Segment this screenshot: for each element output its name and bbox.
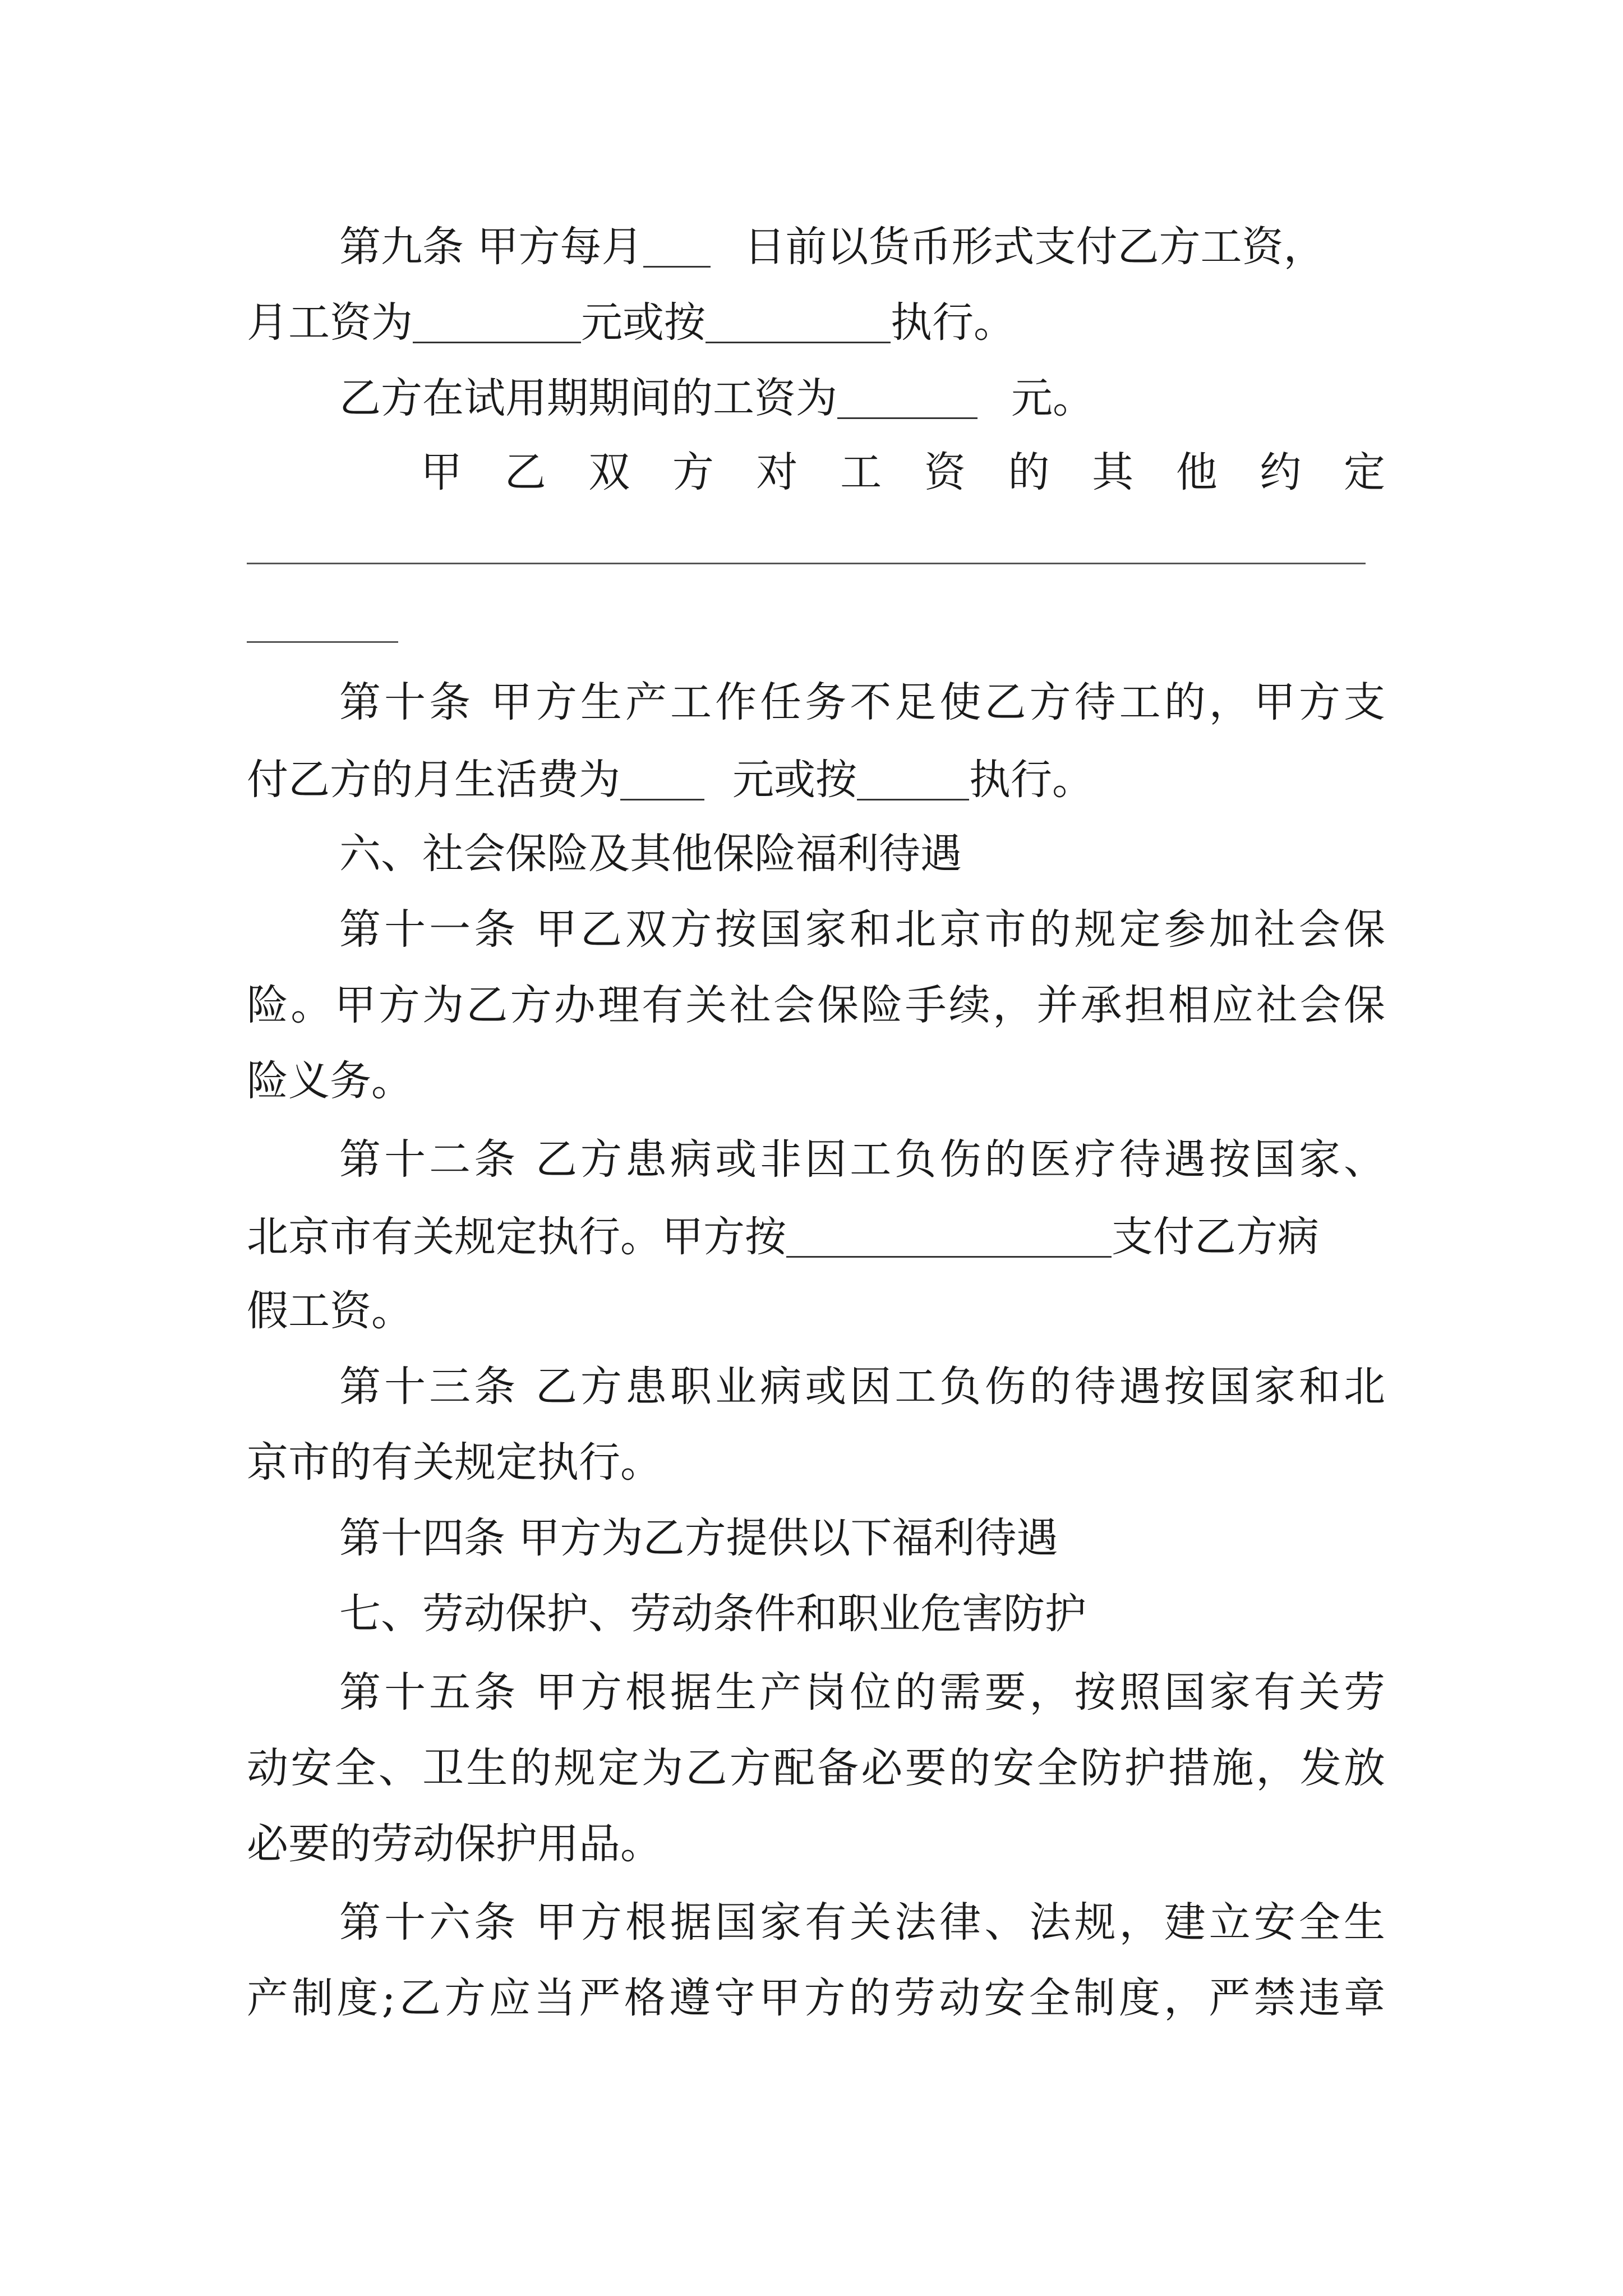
article-12-line-2 <box>247 1213 1319 1261</box>
living-allowance-label: 付乙方的月生活费为 <box>247 756 620 804</box>
wage-basis-blank <box>706 300 891 343</box>
article-10-line-1: 第十条 甲方生产工作任务不足使乙方待工的，甲方支 <box>339 678 1385 726</box>
article-9-line-1 <box>339 223 1325 271</box>
trial-wage-blank <box>837 376 978 419</box>
article-16-line-2: 产制度;乙方应当严格遵守甲方的劳动安全制度，严禁违章 <box>247 1974 1385 2022</box>
sick-pay-label-cont: 支付乙方病 <box>1112 1213 1319 1261</box>
living-allowance-blank <box>620 757 704 800</box>
pay-day-blank <box>643 224 711 268</box>
or-by-label-2: 元或按 <box>732 756 857 804</box>
yuan-label: 元。 <box>1011 374 1094 422</box>
monthly-wage-blank <box>413 300 581 343</box>
article-15-line-1: 第十五条 甲方根据生产岗位的需要，按照国家有关劳 <box>339 1668 1385 1717</box>
trial-wage-label: 乙方在试用期期间的工资为 <box>339 374 837 422</box>
article-9-line-2 <box>247 298 1015 347</box>
allowance-basis-blank <box>857 757 969 800</box>
article-11-line-2: 险。甲方为乙方办理有关社会保险手续，并承担相应社会保 <box>247 981 1385 1029</box>
article-10-line-2 <box>247 756 1094 804</box>
sick-pay-blank <box>786 1214 1112 1258</box>
other-wage-agreement: 甲乙双方对工资的其他约定 <box>421 448 1385 496</box>
article-12-line-3: 假工资。 <box>247 1287 413 1335</box>
section-7-heading: 七、劳动保护、劳动条件和职业危害防护 <box>339 1590 1086 1638</box>
article-11-line-1: 第十一条 甲乙双方按国家和北京市的规定参加社会保 <box>339 905 1385 954</box>
article-14: 第十四条 甲方为乙方提供以下福利待遇 <box>339 1514 1058 1562</box>
article-15-line-3: 必要的劳动保护用品。 <box>247 1820 662 1868</box>
section-6-heading: 六、社会保险及其他保险福利待遇 <box>339 830 962 878</box>
article-16-line-1: 第十六条 甲方根据国家有关法律、法规，建立安全生 <box>339 1898 1385 1947</box>
article-11-line-3: 险义务。 <box>247 1057 413 1105</box>
article-13-line-1: 第十三条 乙方患职业病或因工负伤的待遇按国家和北 <box>339 1363 1385 1411</box>
article-13-line-2: 京市的有关规定执行。 <box>247 1438 662 1487</box>
execute-label-2: 执行。 <box>969 756 1094 804</box>
fill-in-line-2 <box>247 641 398 643</box>
sick-pay-label: 北京市有关规定执行。甲方按 <box>247 1213 786 1261</box>
article-12-line-1: 第十二条 乙方患病或非因工负伤的医疗待遇按国家、 <box>339 1135 1385 1184</box>
monthly-wage-label: 月工资为 <box>247 298 413 347</box>
article-15-line-2: 动安全、卫生的规定为乙方配备必要的安全防护措施，发放 <box>247 1744 1385 1792</box>
article-9-text-cont: 日前以货币形式支付乙方工资， <box>744 223 1325 271</box>
article-9-text: 第九条 甲方每月 <box>339 223 643 271</box>
trial-wage-line <box>339 374 1094 422</box>
fill-in-line-1 <box>247 563 1366 564</box>
execute-label: 执行。 <box>891 298 1015 347</box>
or-by-label: 元或按 <box>581 298 706 347</box>
